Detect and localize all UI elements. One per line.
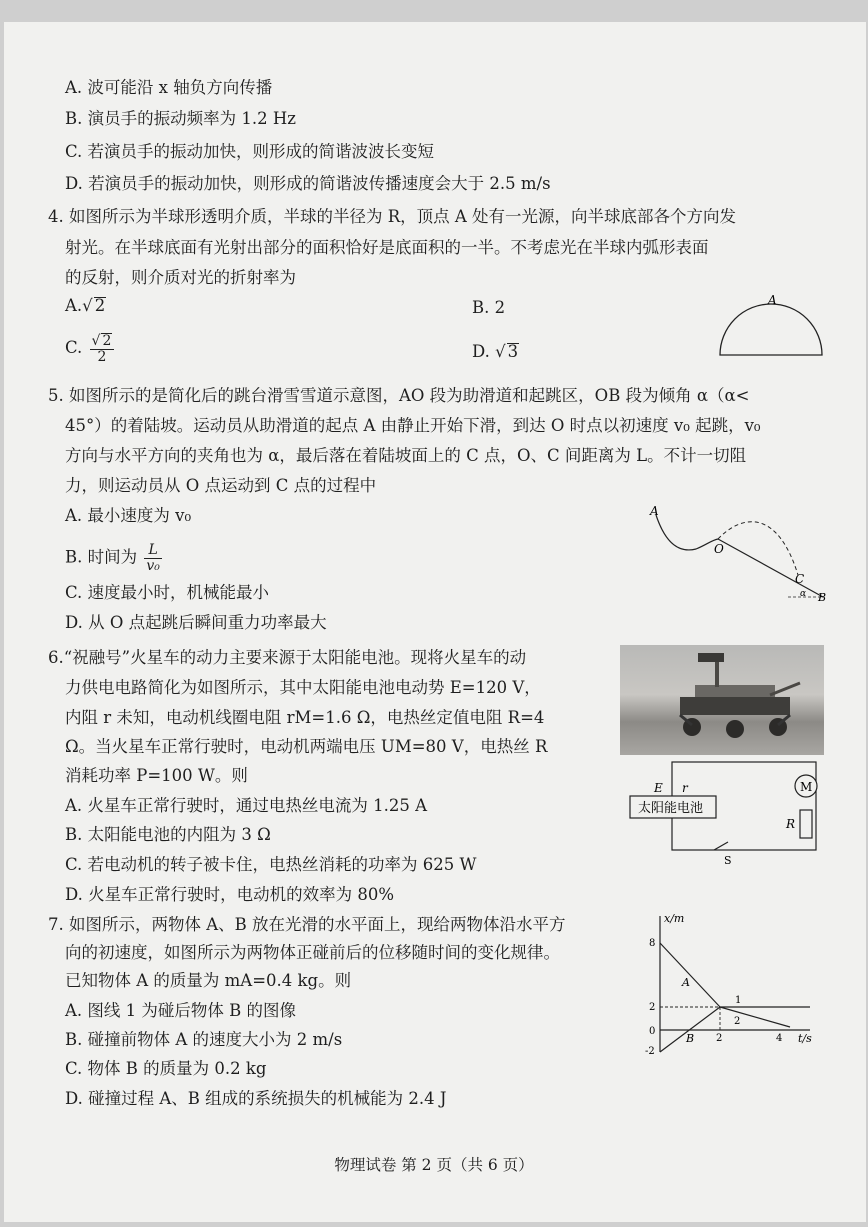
hemisphere-label-a: A (768, 293, 777, 307)
q6-stem-line3: 内阻 r 未知，电动机线圈电阻 rM=1.6 Ω，电热丝定值电阻 R=4 (65, 708, 545, 727)
graph-y-tick-8: 8 (649, 938, 656, 949)
q6-option-b: B. 太阳能电池的内阻为 3 Ω (65, 825, 271, 844)
q6-stem-line5: 消耗功率 P=100 W。则 (65, 766, 248, 785)
q5-option-b (65, 543, 164, 573)
q4-option-d-label: D. (472, 342, 490, 361)
q7-option-d: D. 碰撞过程 A、B 组成的系统损失的机械能为 2.4 J (65, 1089, 447, 1108)
graph-y-tick-minus2: -2 (645, 1046, 655, 1057)
circuit-diagram (628, 758, 828, 867)
q5-option-d: D. 从 O 点起跳后瞬间重力功率最大 (65, 613, 327, 632)
graph-x-label: t/s (798, 1032, 812, 1045)
q5-stem-line1: 5. 如图所示的是简化后的跳台滑雪雪道示意图，AO 段为助滑道和起跳区，OB 段为倾角 α（α< (48, 386, 750, 405)
q5-option-a: A. 最小速度为 v₀ (65, 506, 192, 525)
graph-y-tick-0: 0 (649, 1026, 656, 1037)
q4-option-c-numerator: 2 (102, 333, 112, 349)
q4-option-c-denominator: 2 (97, 348, 107, 365)
ski-label-o: O (714, 542, 724, 556)
graph-label-b: B (686, 1032, 695, 1045)
circuit-battery-label: 太阳能电池 (638, 801, 704, 816)
ski-label-alpha: α (800, 589, 807, 599)
q4-option-b: B. 2 (472, 298, 506, 317)
q6-option-a: A. 火星车正常行驶时，通过电热丝电流为 1.25 A (65, 796, 428, 815)
circuit-motor-label: M (800, 780, 813, 794)
page-footer: 物理试卷 第 2 页（共 6 页） (334, 1156, 534, 1174)
position-time-graph (640, 912, 825, 1072)
q5-stem-line4: 力，则运动员从 O 点运动到 C 点的过程中 (65, 476, 377, 495)
q4-stem-line1: 4. 如图所示为半球形透明介质，半球的半径为 R，顶点 A 处有一光源，向半球底部各个方向发 (48, 207, 737, 226)
q6-option-c: C. 若电动机的转子被卡住，电热丝消耗的功率为 625 W (65, 855, 477, 874)
ski-label-c: C (795, 572, 805, 586)
q7-option-c: C. 物体 B 的质量为 0.2 kg (65, 1059, 267, 1078)
q6-option-d: D. 火星车正常行驶时，电动机的效率为 80% (65, 885, 395, 904)
q4-stem-line2: 射光。在半球底面有光射出部分的面积恰好是底面积的一半。不考虑光在半球内弧形表面 (65, 238, 709, 257)
graph-x-tick-4: 4 (776, 1033, 783, 1044)
q6-stem-line2: 力供电电路简化为如图所示，其中太阳能电池电动势 E=120 V， (65, 678, 541, 697)
q4-stem-line3: 的反射，则介质对光的折射率为 (65, 268, 296, 287)
q7-stem-line3: 已知物体 A 的质量为 mA=0.4 kg。则 (65, 971, 352, 990)
q4-option-a: A.√ 2 (65, 296, 106, 315)
q5-option-b-label: B. 时间为 (65, 547, 138, 567)
hemisphere-diagram (718, 295, 828, 357)
graph-label-a: A (682, 976, 690, 989)
q3-option-a: A. 波可能沿 x 轴负方向传播 (65, 78, 273, 97)
q4-option-a-label: A. (65, 296, 83, 315)
q7-option-a: A. 图线 1 为碰后物体 B 的图像 (65, 1001, 297, 1020)
q5-stem-line3: 方向与水平方向的夹角也为 α，最后落在着陆坡面上的 C 点，O、C 间距离为 L。不计一切阻 (65, 446, 747, 465)
mars-rover-photo (620, 645, 824, 755)
graph-y-tick-2: 2 (649, 1002, 656, 1013)
ski-jump-diagram (648, 505, 828, 605)
q4-option-c: C. $\frac{√ 2}{2}$ (65, 333, 116, 364)
q7-stem-line1: 7. 如图所示，两物体 A、B 放在光滑的水平面上，现给两物体沿水平方 (48, 915, 566, 934)
graph-x-tick-2: 2 (716, 1033, 723, 1044)
q4-option-d: D. √ 3 (472, 342, 519, 361)
ski-label-a: A (650, 504, 659, 518)
graph-line-1-label: 1 (735, 995, 742, 1006)
q7-option-b: B. 碰撞前物体 A 的速度大小为 2 m/s (65, 1030, 343, 1049)
q6-stem-line4: Ω。当火星车正常行驶时，电动机两端电压 UM=80 V，电热丝 R (65, 737, 548, 756)
q4-option-a-value: 2 (94, 296, 106, 315)
circuit-label-e: E (654, 781, 663, 795)
ski-label-b: B (818, 591, 827, 604)
graph-line-2-label: 2 (734, 1016, 741, 1027)
q4-option-c-label: C. (65, 338, 83, 358)
graph-y-label: x/m (664, 912, 685, 925)
q5-option-b-denominator: v₀ (146, 557, 160, 574)
circuit-resistor-label: R (786, 817, 796, 831)
q3-option-b: B. 演员手的振动频率为 1.2 Hz (65, 109, 296, 128)
q3-option-c: C. 若演员手的振动加快，则形成的简谐波波长变短 (65, 142, 435, 161)
q5-option-b-numerator: L (144, 543, 162, 559)
q5-stem-line2: 45°）的着陆坡。运动员从助滑道的起点 A 由静止开始下滑，到达 O 时点以初速度 v₀ 起跳，v₀ (65, 416, 761, 435)
q3-option-d: D. 若演员手的振动加快，则形成的简谐波传播速度会大于 2.5 m/s (65, 174, 551, 193)
circuit-switch-label: S (724, 854, 732, 867)
q7-stem-line2: 向的初速度，如图所示为两物体正碰前后的位移随时间的变化规律。 (65, 943, 560, 962)
q6-stem-line1: 6.“祝融号”火星车的动力主要来源于太阳能电池。现将火星车的动 (48, 648, 527, 667)
q5-option-c: C. 速度最小时，机械能最小 (65, 583, 270, 602)
circuit-label-r: r (682, 781, 688, 795)
q4-option-d-value: 3 (507, 342, 519, 361)
